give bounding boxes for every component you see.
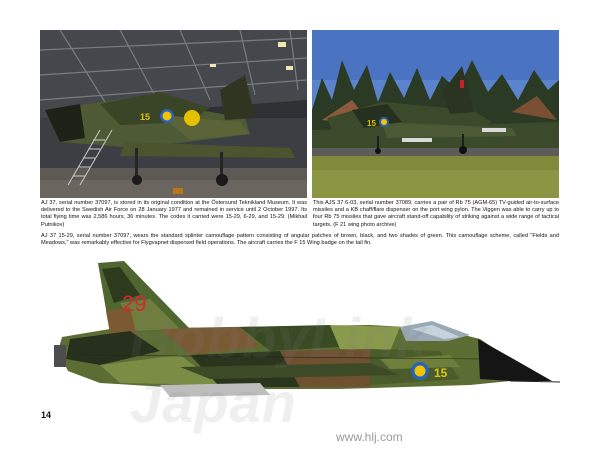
right-photo-code: 15 (367, 119, 376, 128)
field-photo (312, 30, 559, 198)
watermark-logo: HobbyLink Japan (130, 306, 429, 434)
watermark-url: www.hlj.com (336, 430, 403, 444)
museum-photo-caption: AJ 37, serial number 37097, is stored in its original condition at the Östersund Teknikland Museum. It was delivered to the Swedish Air Force on 28 January 1977 and remained in service until 2 October 1997. Its total flying time was 2,586 hours, 36 minutes. The codes it carried were 15-29, 6-29, and 15-29. (Mikhail Putnikov) (41, 200, 307, 228)
profile-caption: AJ 37 15-29, serial number 37097, wears the standard splinter camouflage pattern consisting of angular patches of brown, black, and two shades of green. This camouflage scheme, called "Fields and Meadows," was remarkably effective for Flygvapnet dispersed field operations. The aircraft carries the F 15 Wing badge on the tail fin. (41, 233, 559, 247)
field-photo-art (312, 30, 559, 198)
field-photo-caption: This AJS 37 6-03, serial number 37089, carries a pair of Rb 75 (AGM-65) TV-guided air-to-surface missiles and a KB chaff/flare dispenser on the port wing pylon. The Viggen was able to carry up to four Rb 75 missiles that gave aircraft stand-off capability of striking against a wide range of tactical targets. (F 21 wing photo archive) (313, 200, 559, 228)
nose-code: 15 (434, 366, 448, 380)
left-photo-code: 15 (140, 112, 151, 122)
museum-photo-art (40, 30, 307, 198)
fin-code: 29 (122, 291, 147, 316)
page-number: 14 (41, 410, 52, 420)
museum-photo (40, 30, 307, 198)
